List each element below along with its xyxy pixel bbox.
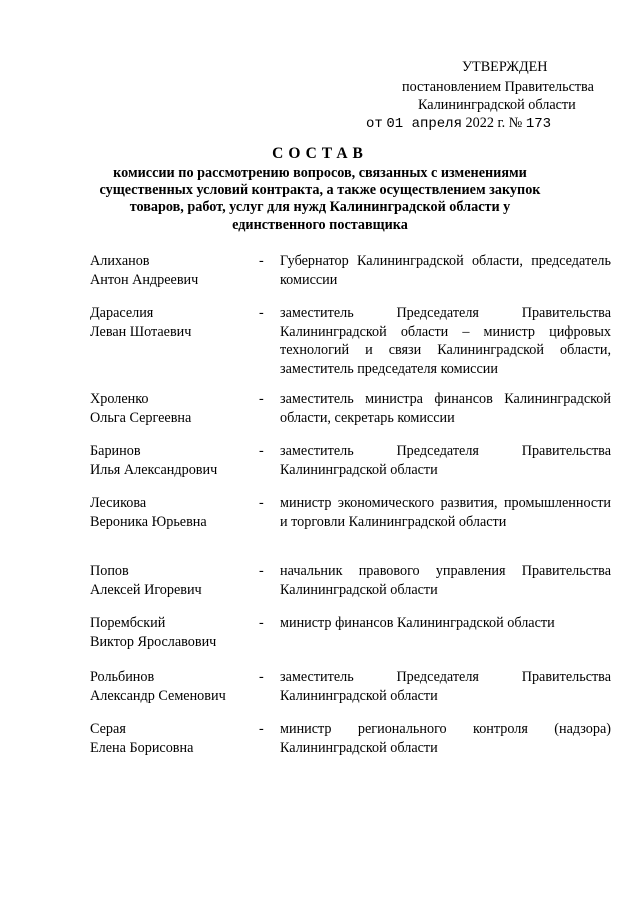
member-dash: - [259, 669, 264, 685]
member-name [90, 720, 250, 757]
member-role: заместитель Председателя Правительства Калининградской области – министр цифровых технологий и связи Калининградской области, заместитель председателя комиссии [280, 305, 611, 377]
member-surname: Рольбинов [90, 669, 155, 685]
member-name [90, 668, 250, 705]
member-name [90, 252, 250, 289]
member-name [90, 304, 250, 341]
approval-date-prefix: от [366, 116, 383, 132]
member-given-name: Алексей Игоревич [90, 581, 202, 598]
member-name [90, 390, 250, 427]
approval-date-line [366, 114, 551, 134]
member-role: заместитель министра финансов Калининградской области, секретарь комиссии [280, 391, 611, 426]
member-surname: Хроленко [90, 391, 149, 407]
approval-number-value: 173 [525, 116, 552, 132]
member-role: заместитель Председателя Правительства Калининградской области [280, 443, 611, 478]
member-role: министр экономического развития, промышленности и торговли Калининградской области [280, 495, 611, 530]
approval-date-value: 01 апреля [386, 116, 462, 132]
approval-heading: УТВЕРЖДЕН [462, 59, 548, 75]
member-dash: - [259, 391, 264, 407]
document-title: СОСТАВ [272, 145, 368, 162]
approval-line-region: Калининградской области [418, 97, 576, 113]
approval-number-sign: № [508, 115, 523, 131]
member-given-name: Александр Семенович [90, 687, 226, 704]
member-surname: Порембский [90, 615, 166, 631]
member-given-name: Илья Александрович [90, 461, 218, 478]
member-surname: Алиханов [90, 253, 150, 269]
member-surname: Попов [90, 563, 129, 579]
member-role: заместитель Председателя Правительства Калининградской области [280, 669, 611, 704]
member-dash: - [259, 253, 264, 269]
member-surname: Дараселия [90, 305, 154, 321]
member-given-name: Виктор Ярославович [90, 633, 217, 650]
member-dash: - [259, 495, 264, 511]
member-given-name: Антон Андреевич [90, 271, 199, 288]
member-given-name: Елена Борисовна [90, 739, 194, 756]
member-role: министр регионального контроля (надзора) Калининградской области [280, 721, 611, 756]
approval-year: 2022 г. [465, 115, 506, 131]
member-name [90, 494, 250, 531]
member-name [90, 614, 250, 651]
member-dash: - [259, 563, 264, 579]
member-given-name: Ольга Сергеевна [90, 409, 192, 426]
member-surname: Баринов [90, 443, 141, 459]
member-surname: Лесикова [90, 495, 147, 511]
member-dash: - [259, 721, 264, 737]
approval-line-decree: постановлением Правительства [402, 79, 594, 95]
member-role: министр финансов Калининградской области [280, 615, 555, 631]
member-dash: - [259, 305, 264, 321]
member-name [90, 562, 250, 599]
member-name [90, 442, 250, 479]
member-given-name: Леван Шотаевич [90, 323, 192, 340]
member-dash: - [259, 615, 264, 631]
member-surname: Серая [90, 721, 126, 737]
member-given-name: Вероника Юрьевна [90, 513, 207, 530]
member-role: Губернатор Калининградской области, председатель комиссии [280, 253, 611, 288]
member-role: начальник правового управления Правительства Калининградской области [280, 563, 611, 598]
document-subtitle: комиссии по рассмотрению вопросов, связанных с изменениями существенных условий контракта, а также осуществлением закупок товаров, работ, услуг для нужд Калининградской области у единственного поставщика [99, 165, 541, 233]
member-dash: - [259, 443, 264, 459]
